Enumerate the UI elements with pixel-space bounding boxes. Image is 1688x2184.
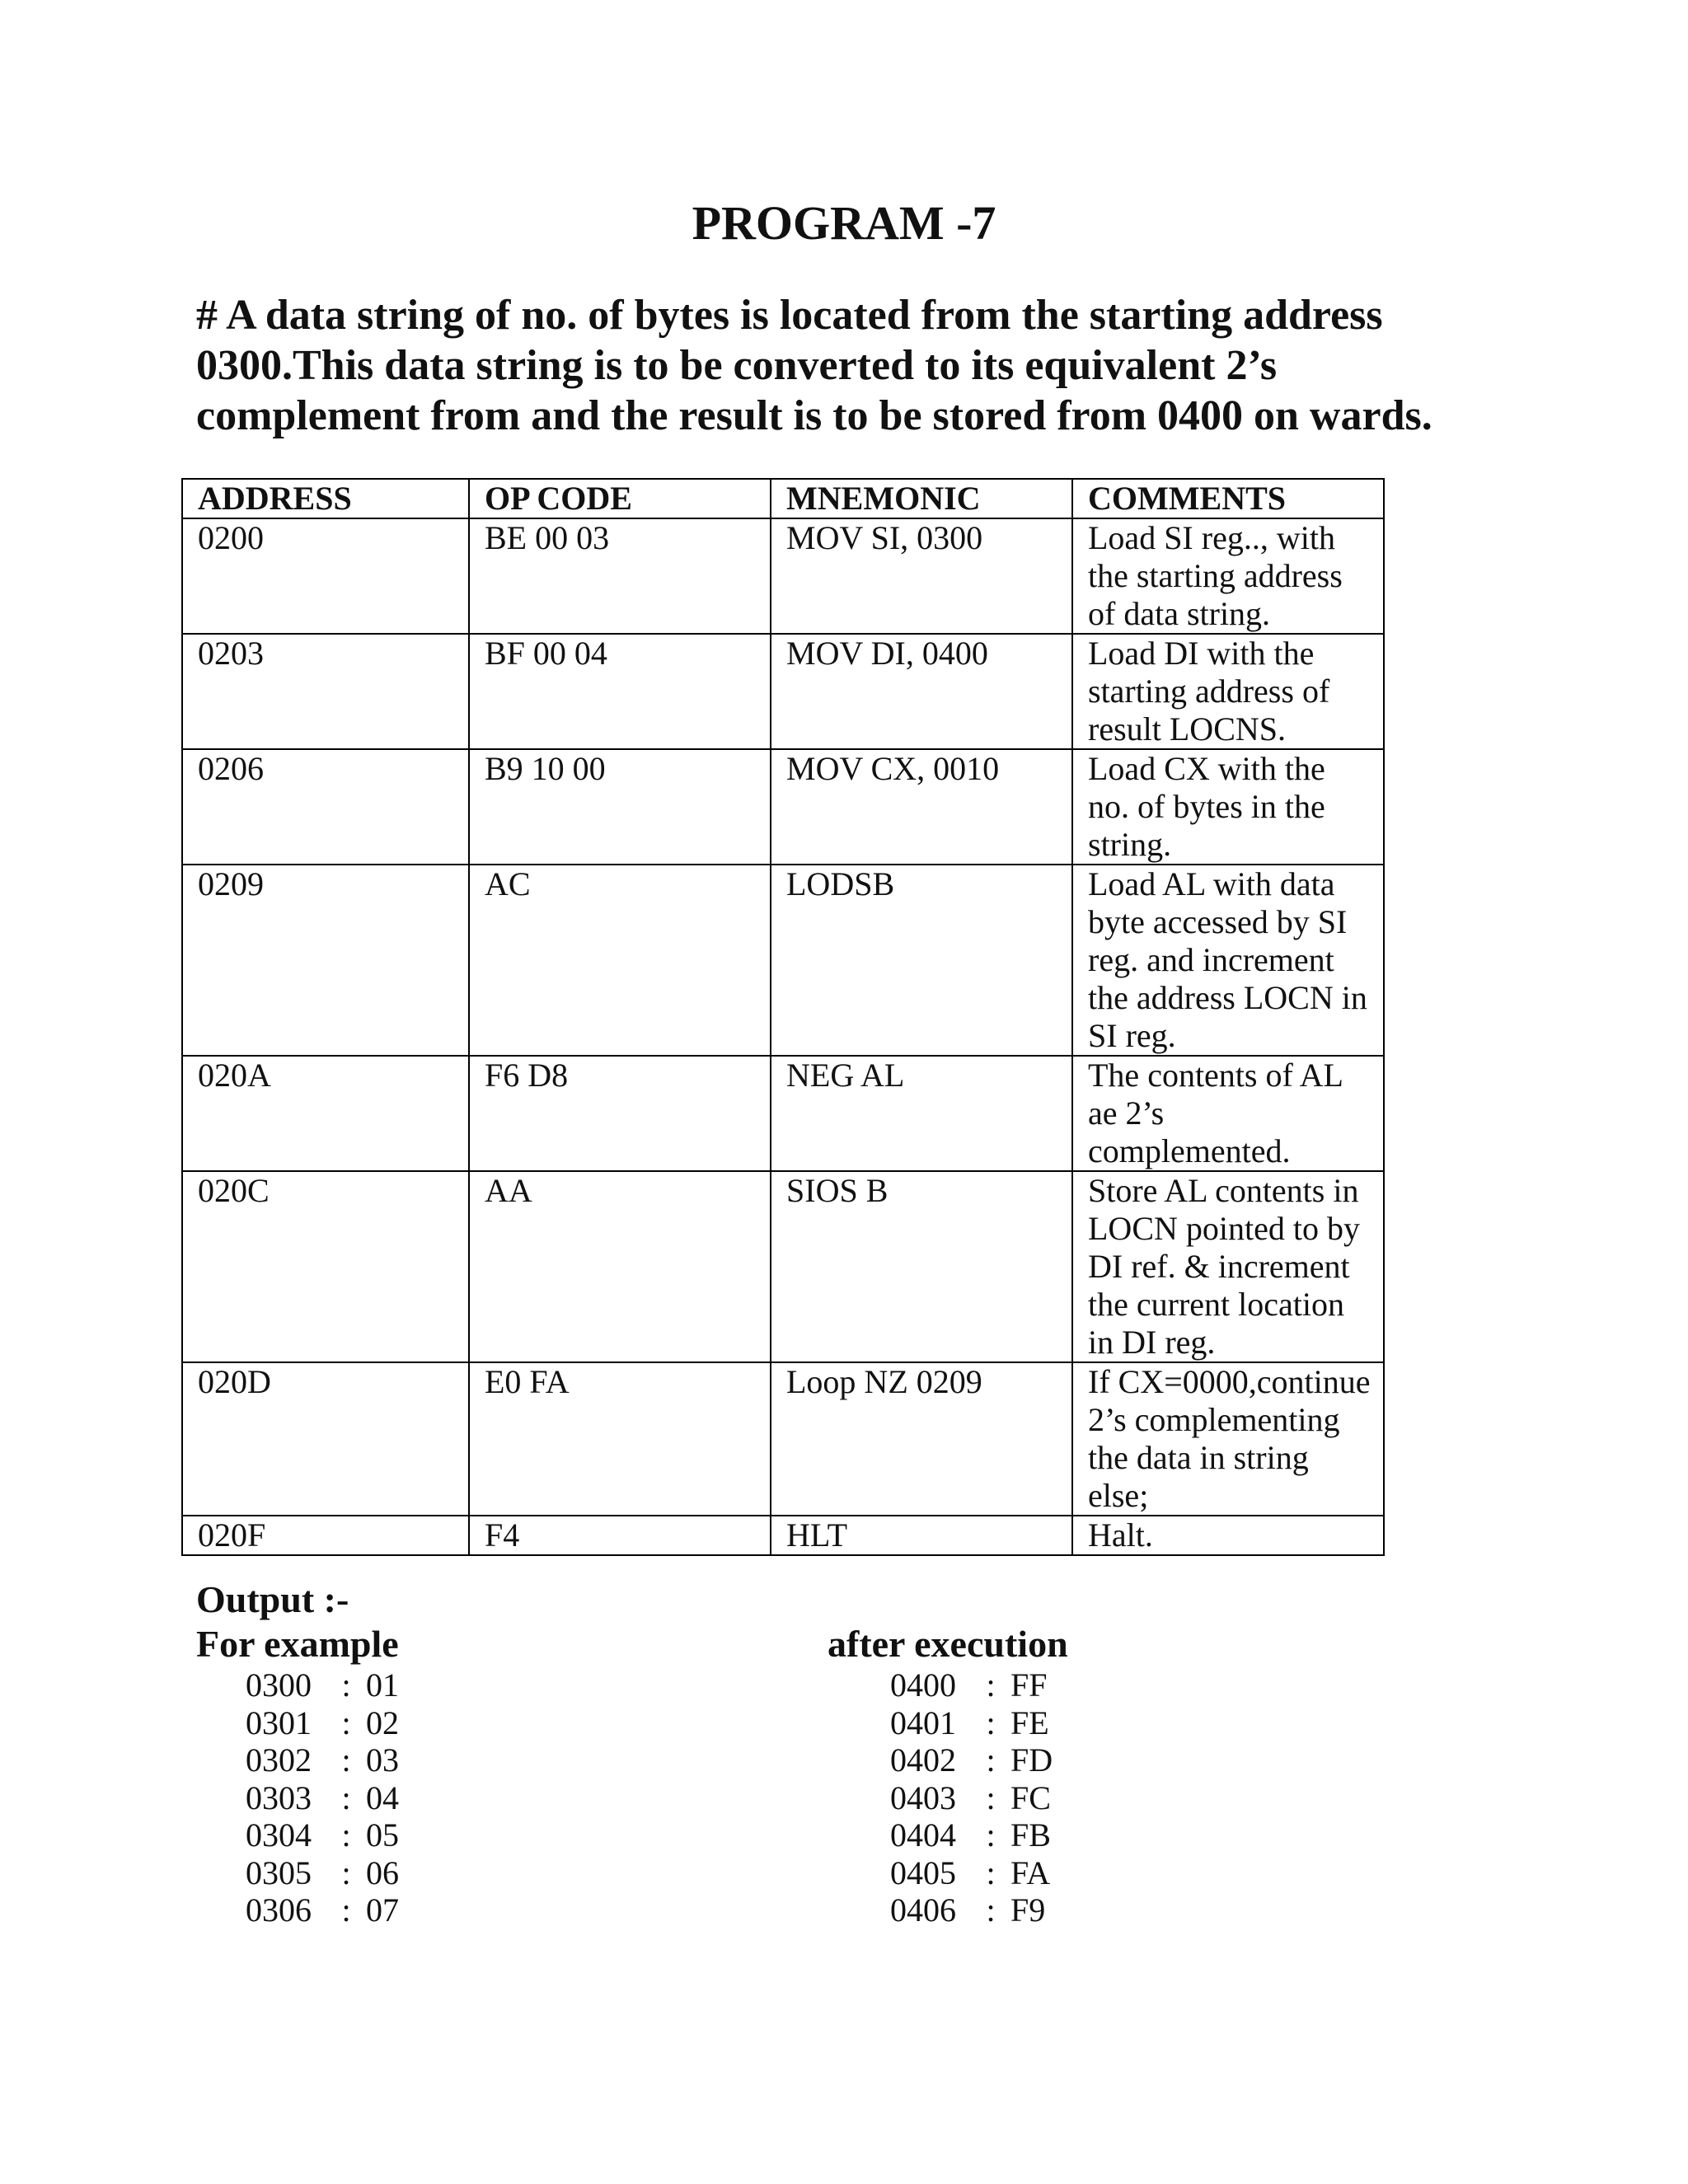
- comment-cell: [1072, 518, 1384, 634]
- opcode-cell: AC: [469, 865, 771, 1056]
- header-mnemonic: MNEMONIC: [771, 479, 1072, 518]
- comment-line: ae 2’s: [1088, 1094, 1165, 1132]
- memory-address: 0403: [890, 1779, 956, 1816]
- comment-cell: [1072, 634, 1384, 749]
- memory-before-row: [246, 1854, 399, 1892]
- memory-separator: :: [341, 1891, 351, 1929]
- memory-after-row: [890, 1779, 1053, 1817]
- memory-value: 07: [366, 1891, 399, 1929]
- comment-line: Halt.: [1088, 1516, 1153, 1554]
- comment-cell: [1072, 1171, 1384, 1362]
- memory-address: 0401: [890, 1704, 956, 1741]
- memory-before-row: [246, 1704, 399, 1742]
- memory-separator: :: [986, 1854, 996, 1891]
- address-cell: 020D: [182, 1362, 469, 1516]
- memory-before-row: [246, 1816, 399, 1854]
- program-table: [181, 478, 1385, 1556]
- memory-address: 0302: [246, 1741, 312, 1779]
- opcode-cell: BF 00 04: [469, 634, 771, 749]
- header-address: ADDRESS: [182, 479, 469, 518]
- program-table-body: [182, 518, 1384, 1555]
- mnemonic-cell: MOV SI, 0300: [771, 518, 1072, 634]
- memory-separator: :: [341, 1666, 351, 1704]
- memory-value: FE: [1010, 1704, 1049, 1741]
- comment-cell: [1072, 1516, 1384, 1555]
- problem-statement-line: # A data string of no. of bytes is located from the starting address: [196, 292, 1383, 339]
- address-cell: 0200: [182, 518, 469, 634]
- table-row: [182, 1056, 1384, 1171]
- mnemonic-cell: Loop NZ 0209: [771, 1362, 1072, 1516]
- mnemonic-cell: MOV CX, 0010: [771, 749, 1072, 865]
- memory-before-row: [246, 1779, 399, 1817]
- output-heading: Output :-: [196, 1578, 349, 1620]
- memory-address: 0404: [890, 1816, 956, 1854]
- table-row: [182, 1171, 1384, 1362]
- comment-line: If CX=0000,continue: [1088, 1363, 1371, 1400]
- table-row: [182, 1362, 1384, 1516]
- comment-cell: [1072, 1056, 1384, 1171]
- comment-line: complemented.: [1088, 1132, 1291, 1169]
- memory-after-row: [890, 1741, 1053, 1779]
- opcode-cell: B9 10 00: [469, 749, 771, 865]
- memory-value: FA: [1010, 1854, 1051, 1891]
- mnemonic-cell: NEG AL: [771, 1056, 1072, 1171]
- table-row: [182, 634, 1384, 749]
- memory-address: 0305: [246, 1854, 312, 1891]
- memory-address: 0304: [246, 1816, 312, 1854]
- memory-address: 0402: [890, 1741, 956, 1779]
- memory-value: 06: [366, 1854, 399, 1891]
- comment-line: 2’s complementing: [1088, 1401, 1340, 1438]
- comment-line: Load CX with the: [1088, 750, 1325, 787]
- output-section: [196, 1577, 399, 1666]
- address-cell: 0203: [182, 634, 469, 749]
- address-cell: 020C: [182, 1171, 469, 1362]
- memory-address: 0306: [246, 1891, 312, 1929]
- comment-line: Load SI reg.., with: [1088, 519, 1335, 556]
- memory-separator: :: [986, 1741, 996, 1779]
- table-header-row: [182, 479, 1384, 518]
- memory-address: 0301: [246, 1704, 312, 1741]
- memory-separator: :: [341, 1779, 351, 1816]
- address-cell: 020A: [182, 1056, 469, 1171]
- memory-value: 01: [366, 1666, 399, 1704]
- table-row: [182, 865, 1384, 1056]
- comment-line: Load DI with the: [1088, 635, 1315, 672]
- comment-line: byte accessed by SI: [1088, 903, 1348, 940]
- comment-line: no. of bytes in the: [1088, 788, 1325, 825]
- memory-after-row: [890, 1704, 1053, 1742]
- memory-value: FF: [1010, 1666, 1048, 1704]
- memory-value: FD: [1010, 1741, 1053, 1779]
- memory-after-list: [890, 1666, 1053, 1929]
- table-row: [182, 518, 1384, 634]
- memory-separator: :: [986, 1816, 996, 1854]
- memory-value: 02: [366, 1704, 399, 1741]
- mnemonic-cell: SIOS B: [771, 1171, 1072, 1362]
- address-cell: 0206: [182, 749, 469, 865]
- comment-line: DI ref. & increment: [1088, 1248, 1350, 1285]
- memory-separator: :: [986, 1666, 996, 1704]
- memory-value: 05: [366, 1816, 399, 1854]
- memory-value: FB: [1010, 1816, 1051, 1854]
- address-cell: 020F: [182, 1516, 469, 1555]
- address-cell: 0209: [182, 865, 469, 1056]
- memory-separator: :: [986, 1779, 996, 1816]
- comment-line: result LOCNS.: [1088, 710, 1286, 748]
- comment-line: else;: [1088, 1477, 1149, 1514]
- comment-line: the current location: [1088, 1286, 1344, 1323]
- opcode-cell: E0 FA: [469, 1362, 771, 1516]
- comment-line: Store AL contents in: [1088, 1172, 1359, 1209]
- memory-address: 0405: [890, 1854, 956, 1891]
- header-opcode: OP CODE: [469, 479, 771, 518]
- memory-before-row: [246, 1666, 399, 1704]
- memory-after-row: [890, 1816, 1053, 1854]
- comment-line: the address LOCN in: [1088, 979, 1367, 1016]
- memory-address: 0400: [890, 1666, 956, 1704]
- comment-line: string.: [1088, 826, 1172, 863]
- comment-line: starting address of: [1088, 673, 1330, 710]
- memory-value: FC: [1010, 1779, 1051, 1816]
- memory-separator: :: [986, 1704, 996, 1741]
- after-execution-label: after execution: [828, 1623, 1068, 1665]
- mnemonic-cell: HLT: [771, 1516, 1072, 1555]
- memory-separator: :: [341, 1704, 351, 1741]
- table-row: [182, 749, 1384, 865]
- memory-before-list: [246, 1666, 399, 1929]
- mnemonic-cell: LODSB: [771, 865, 1072, 1056]
- comment-line: in DI reg.: [1088, 1324, 1216, 1361]
- problem-statement-line: 0300.This data string is to be converted to its equivalent 2’s: [196, 342, 1278, 389]
- memory-before-row: [246, 1891, 399, 1929]
- comment-cell: [1072, 865, 1384, 1056]
- memory-value: 03: [366, 1741, 399, 1779]
- memory-separator: :: [341, 1816, 351, 1854]
- memory-value: 04: [366, 1779, 399, 1816]
- comment-line: LOCN pointed to by: [1088, 1210, 1360, 1247]
- comment-line: the data in string: [1088, 1439, 1309, 1476]
- memory-address: 0406: [890, 1891, 956, 1929]
- memory-after-row: [890, 1666, 1053, 1704]
- comment-line: of data string.: [1088, 595, 1271, 632]
- comment-line: reg. and increment: [1088, 941, 1334, 978]
- memory-before-row: [246, 1741, 399, 1779]
- example-label: For example: [196, 1623, 399, 1665]
- memory-after-row: [890, 1891, 1053, 1929]
- opcode-cell: F6 D8: [469, 1056, 771, 1171]
- memory-separator: :: [341, 1741, 351, 1779]
- memory-address: 0303: [246, 1779, 312, 1816]
- comment-line: Load AL with data: [1088, 865, 1335, 902]
- comment-cell: [1072, 1362, 1384, 1516]
- comment-line: the starting address: [1088, 557, 1343, 594]
- opcode-cell: F4: [469, 1516, 771, 1555]
- memory-value: F9: [1010, 1891, 1046, 1929]
- memory-after-row: [890, 1854, 1053, 1892]
- comment-line: SI reg.: [1088, 1017, 1176, 1054]
- problem-statement: [196, 290, 1548, 441]
- opcode-cell: AA: [469, 1171, 771, 1362]
- header-comments: COMMENTS: [1072, 479, 1384, 518]
- memory-separator: :: [341, 1854, 351, 1891]
- problem-statement-line: complement from and the result is to be stored from 0400 on wards.: [196, 392, 1432, 439]
- memory-address: 0300: [246, 1666, 312, 1704]
- opcode-cell: BE 00 03: [469, 518, 771, 634]
- page-title: PROGRAM -7: [692, 196, 996, 250]
- memory-separator: :: [986, 1891, 996, 1929]
- table-row: [182, 1516, 1384, 1555]
- mnemonic-cell: MOV DI, 0400: [771, 634, 1072, 749]
- comment-line: The contents of AL: [1088, 1057, 1343, 1094]
- comment-cell: [1072, 749, 1384, 865]
